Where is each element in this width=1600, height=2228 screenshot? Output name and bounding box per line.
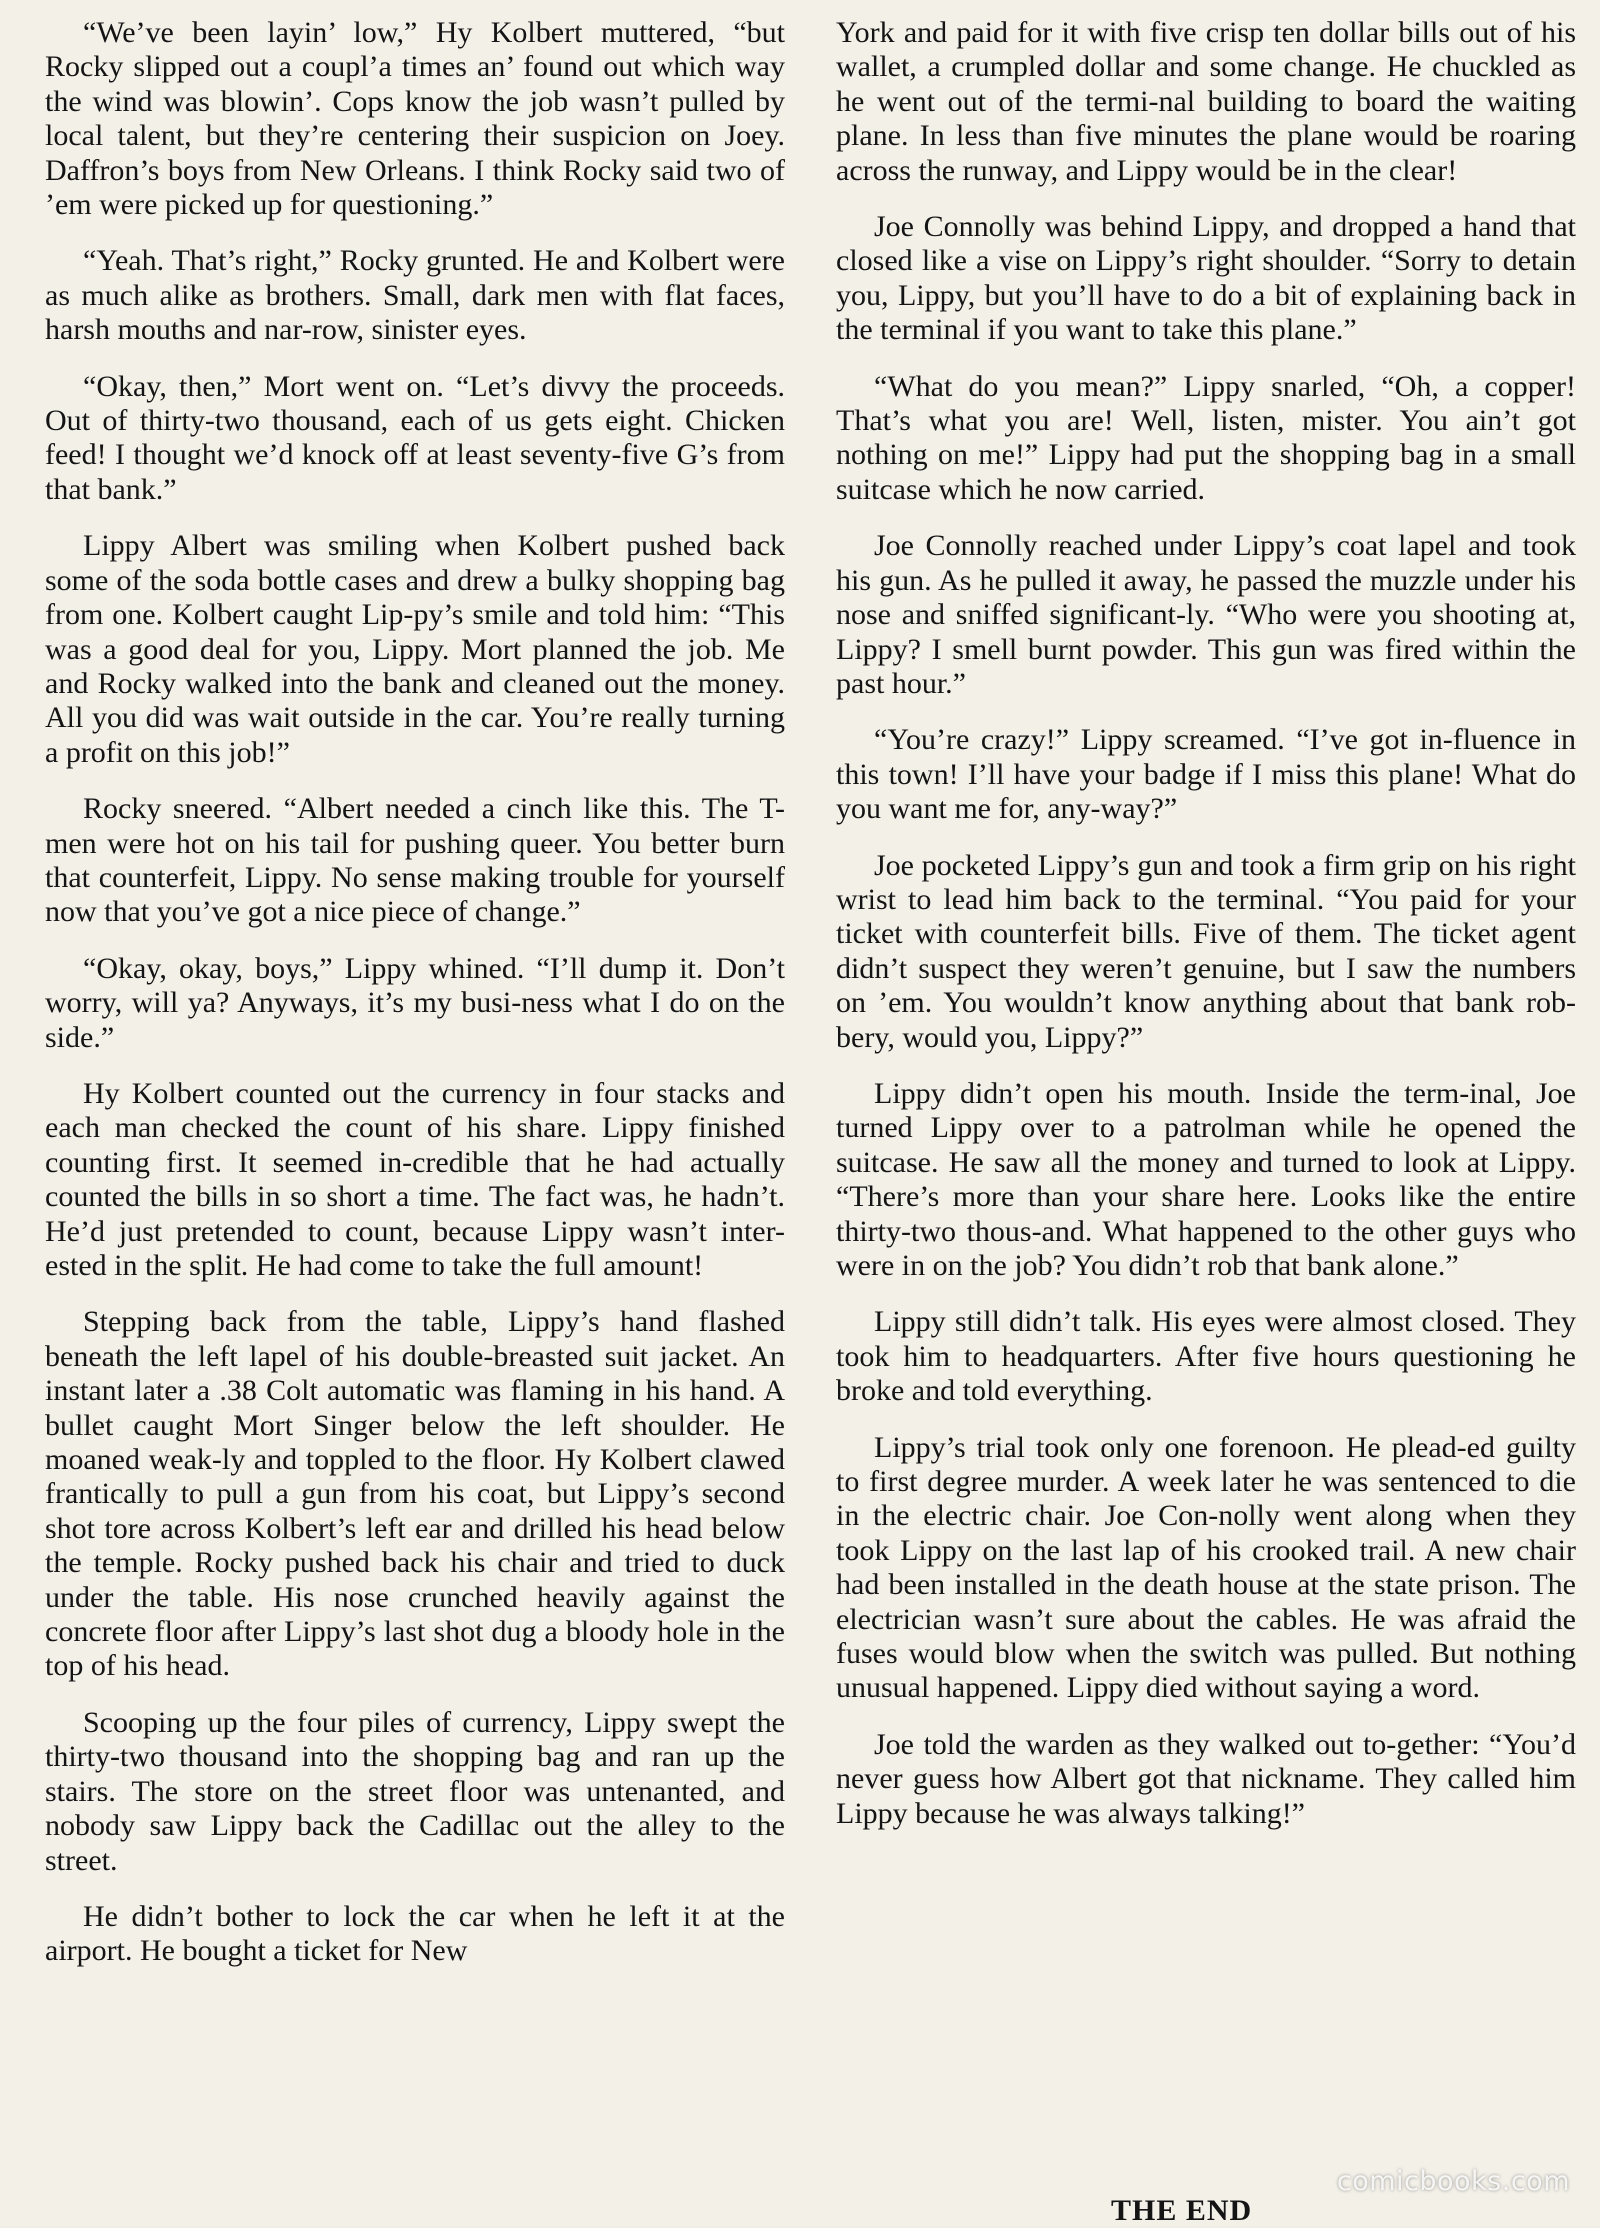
- paragraph: Lippy still didn’t talk. His eyes were almost closed. They took him to headquarters. After five hours questioning he broke and told everything.: [836, 1305, 1576, 1408]
- the-end-label: THE END: [1111, 2194, 1253, 2227]
- paragraph: “Yeah. That’s right,” Rocky grunted. He and Kolbert were as much alike as brothers. Small, dark men with flat faces, harsh mouths and nar-row, sinister eyes.: [45, 244, 785, 347]
- paragraph: Lippy Albert was smiling when Kolbert pushed back some of the soda bottle cases and drew a bulky shopping bag from one. Kolbert caught Lip-py’s smile and told him: “This was a good deal for you, Lippy. Mort planned the job. Me and Rocky walked into the bank and cleaned out the money. All you did was wait outside in the car. You’re really turning a profit on this job!”: [45, 529, 785, 769]
- paragraph: Scooping up the four piles of currency, Lippy swept the thirty-two thousand into the shopping bag and ran up the stairs. The store on the street floor was untenanted, and nobody saw Lippy back the Cadillac out the alley to the street.: [45, 1705, 785, 1877]
- paragraph: Rocky sneered. “Albert needed a cinch like this. The T-men were hot on his tail for pushing queer. You better burn that counterfeit, Lippy. No sense making trouble for yourself now that you’ve got a nice piece of change.”: [45, 792, 785, 929]
- paragraph-continuation: York and paid for it with five crisp ten dollar bills out of his wallet, a crumpled dollar and some change. He chuckled as he went out of the termi-nal building to board the waiting plane. In less than five minutes the plane would be roaring across the runway, and Lippy would be in the clear!: [836, 16, 1576, 187]
- paragraph: Joe Connolly was behind Lippy, and dropped a hand that closed like a vise on Lippy’s right shoulder. “Sorry to detain you, Lippy, but you’ll have to do a bit of explaining back in the terminal if you want to take this plane.”: [836, 210, 1576, 347]
- paragraph: Lippy didn’t open his mouth. Inside the term-inal, Joe turned Lippy over to a patrolman while he opened the suitcase. He saw all the money and turned to look at Lippy. “There’s more than your share here. Looks like the entire thirty-two thous-and. What happened to the other guys who were in on the job? You didn’t rob that bank alone.”: [836, 1076, 1576, 1282]
- paragraph: Joe Connolly reached under Lippy’s coat lapel and took his gun. As he pulled it away, he passed the muzzle under his nose and sniffed significant-ly. “Who were you shooting at, Lippy? I smell burnt powder. This gun was fired within the past hour.”: [836, 529, 1576, 700]
- paragraph: He didn’t bother to lock the car when he left it at the airport. He bought a ticket for New: [45, 1899, 785, 1968]
- paragraph: Joe told the warden as they walked out to-gether: “You’d never guess how Albert got that nickname. They called him Lippy because he was always talking!”: [836, 1727, 1576, 1830]
- paragraph: “Okay, then,” Mort went on. “Let’s divvy the proceeds. Out of thirty-two thousand, each of us gets eight. Chicken feed! I thought we’d knock off at least seventy-five G’s from that bank.”: [45, 369, 785, 506]
- text-columns: [45, 16, 1576, 2226]
- paragraph: “Okay, okay, boys,” Lippy whined. “I’ll dump it. Don’t worry, will ya? Anyways, it’s my busi-ness what I do on the side.”: [45, 951, 785, 1054]
- paragraph: Joe pocketed Lippy’s gun and took a firm grip on his right wrist to lead him back to the terminal. “You paid for your ticket with counterfeit bills. Five of them. The ticket agent didn’t suspect they weren’t genuine, but I saw the numbers on ’em. You wouldn’t know anything about that bank rob-bery, would you, Lippy?”: [836, 848, 1576, 1054]
- paragraph: “You’re crazy!” Lippy screamed. “I’ve got in-fluence in this town! I’ll have your badge if I miss this plane! What do you want me for, any-way?”: [836, 723, 1576, 826]
- paragraph: Hy Kolbert counted out the currency in four stacks and each man checked the count of his share. Lippy finished counting first. It seemed in-credible that he had actually counted the bills in so short a time. The fact was, he hadn’t. He’d just pretended to count, because Lippy wasn’t inter-ested in the split. He had come to take the full amount!: [45, 1076, 785, 1282]
- paragraph: Stepping back from the table, Lippy’s hand flashed beneath the left lapel of his double-breasted suit jacket. An instant later a .38 Colt automatic was flaming in his hand. A bullet caught Mort Singer below the left shoulder. He moaned weak-ly and toppled to the floor. Hy Kolbert clawed frantically to pull a gun from his coat, but Lippy’s second shot tore across Kolbert’s left ear and drilled his head below the temple. Rocky pushed back his chair and tried to duck under the table. His nose crunched heavily against the concrete floor after Lippy’s last shot dug a bloody hole in the top of his head.: [45, 1305, 785, 1683]
- paragraph: “We’ve been layin’ low,” Hy Kolbert muttered, “but Rocky slipped out a coupl’a times an’ found out which way the wind was blowin’. Cops know the job wasn’t pulled by local talent, but they’re centering their suspicion on Joey. Daffron’s boys from New Orleans. I think Rocky said two of ’em were picked up for questioning.”: [45, 16, 785, 222]
- watermark: comicbooks.com: [1336, 2166, 1570, 2197]
- right-column: [836, 16, 1576, 2226]
- paragraph: “What do you mean?” Lippy snarled, “Oh, a copper! That’s what you are! Well, listen, mister. You ain’t got nothing on me!” Lippy had put the shopping bag in a small suitcase which he now carried.: [836, 369, 1576, 506]
- left-column: [45, 16, 785, 2226]
- paragraph: Lippy’s trial took only one forenoon. He plead-ed guilty to first degree murder. A week later he was sentenced to die in the electric chair. Joe Con-nolly went along when they took Lippy on the last lap of his crooked trail. A new chair had been installed in the death house at the state prison. The electrician wasn’t sure about the cables. He was afraid the fuses would blow when the switch was pulled. But nothing unusual happened. Lippy died without saying a word.: [836, 1430, 1576, 1705]
